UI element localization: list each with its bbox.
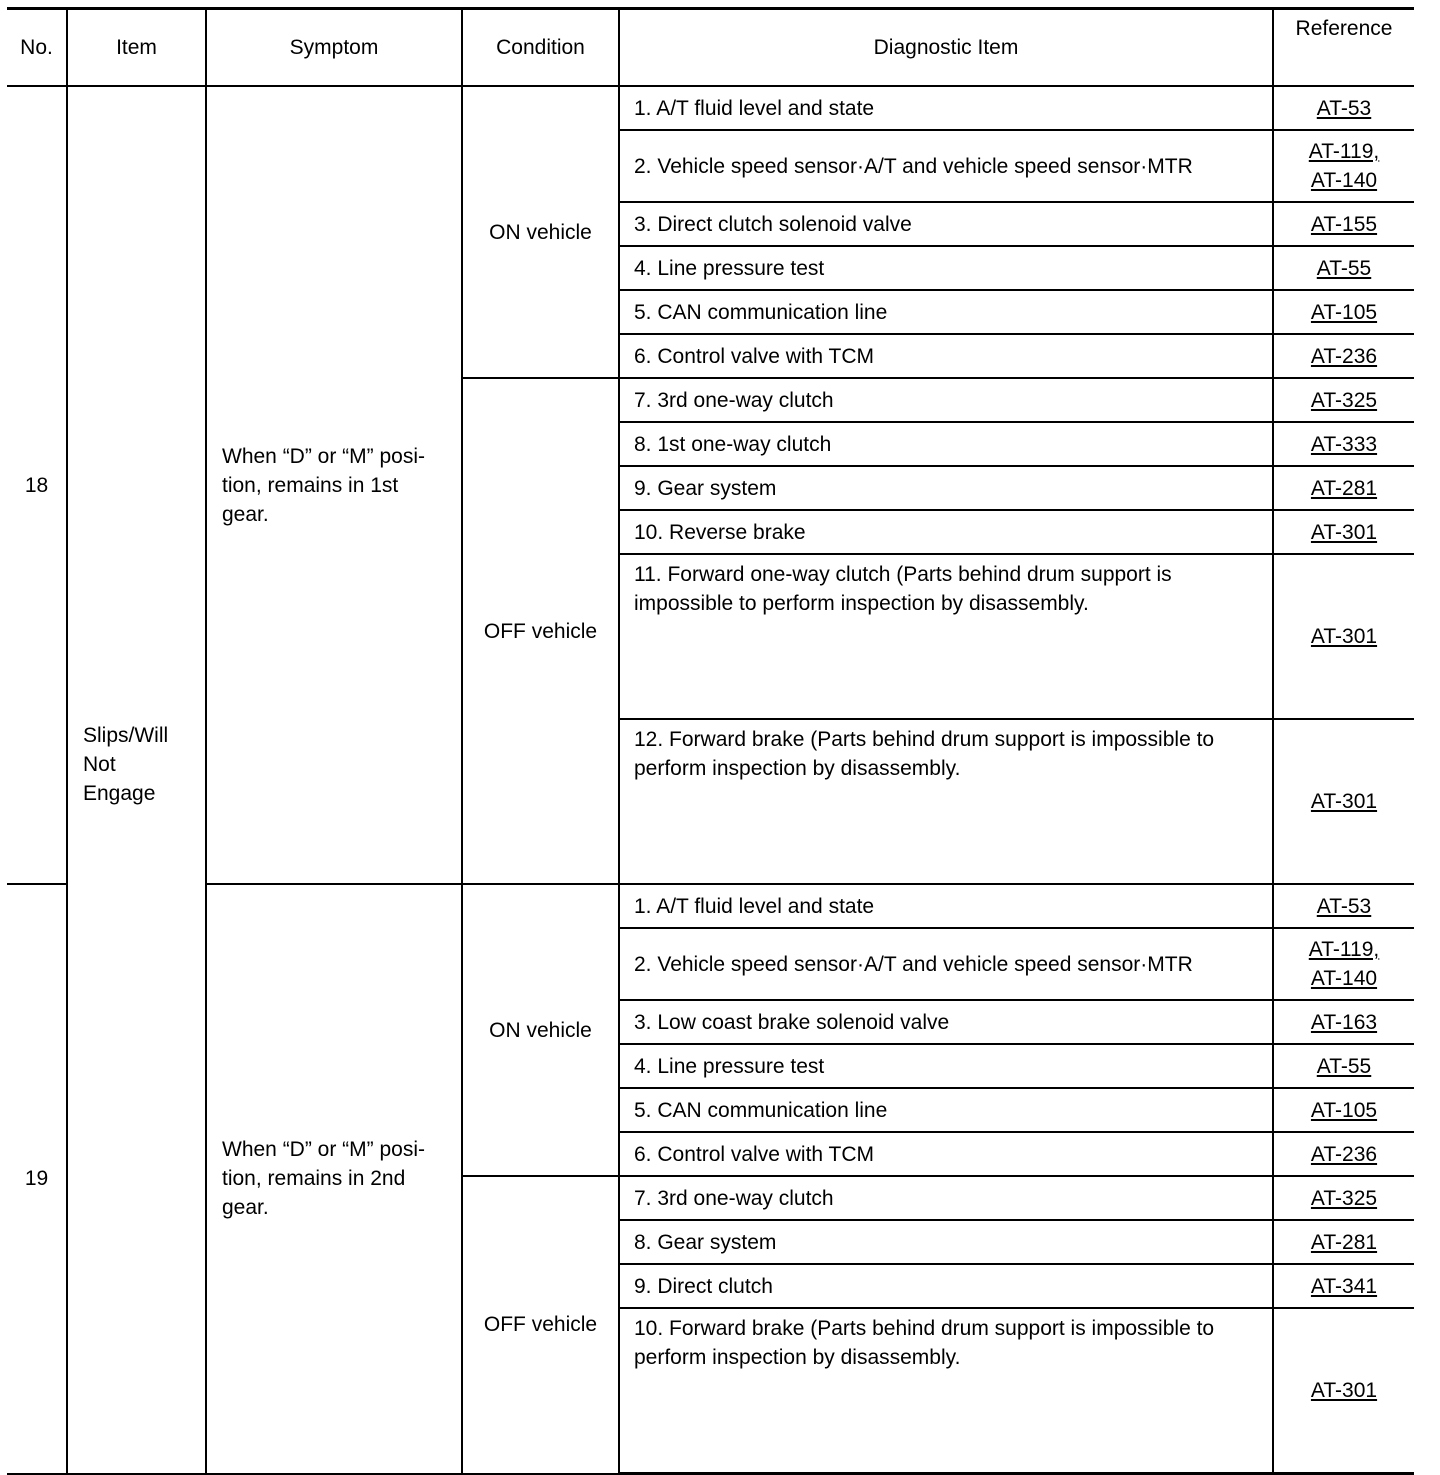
reference-cell [1273, 1044, 1414, 1088]
reference-cell [1273, 202, 1414, 246]
header-item: Item [67, 9, 206, 87]
reference-cell [1273, 719, 1414, 884]
reference-cell [1273, 378, 1414, 422]
condition-on-vehicle: ON vehicle [462, 86, 619, 378]
diagnostic-item: 7. 3rd one-way clutch [619, 378, 1273, 422]
reference-link[interactable]: AT-301 [1310, 520, 1378, 544]
diagnostic-item: 1. A/T fluid level and state [619, 86, 1273, 130]
diagnostic-item: 2. Vehicle speed sensor·A/T and vehicle speed sensor·MTR [619, 130, 1273, 202]
reference-link[interactable]: AT-325 [1310, 388, 1378, 412]
diagnostic-item: 4. Line pressure test [619, 246, 1273, 290]
reference-link[interactable]: AT-155 [1310, 212, 1378, 236]
condition-off-vehicle: OFF vehicle [462, 378, 619, 884]
reference-cell [1273, 1264, 1414, 1308]
reference-cell [1273, 884, 1414, 928]
reference-cell [1273, 1000, 1414, 1044]
reference-link[interactable]: AT-341 [1310, 1274, 1378, 1298]
row-number: 19 [7, 884, 67, 1474]
reference-link[interactable]: AT-301 [1310, 790, 1378, 813]
diagnostic-item: 6. Control valve with TCM [619, 1132, 1273, 1176]
diagnostic-item: 10. Forward brake (Parts behind drum support is impossible to perform inspection by disassembly. [619, 1308, 1273, 1474]
reference-link[interactable]: AT-55 [1316, 256, 1372, 280]
symptom-text: When “D” or “M” posi-tion, remains in 1st gear. [206, 86, 462, 884]
reference-link[interactable]: AT-53 [1316, 894, 1372, 918]
reference-link[interactable]: AT-119, [1308, 140, 1380, 163]
reference-cell [1273, 1132, 1414, 1176]
reference-link[interactable]: AT-53 [1316, 96, 1372, 120]
reference-link[interactable]: AT-281 [1310, 1230, 1378, 1254]
reference-cell [1273, 1088, 1414, 1132]
condition-off-vehicle: OFF vehicle [462, 1176, 619, 1474]
diagnostic-item: 2. Vehicle speed sensor·A/T and vehicle speed sensor·MTR [619, 928, 1273, 1000]
table-row [7, 884, 1414, 928]
reference-cell [1273, 334, 1414, 378]
diagnostic-item: 3. Low coast brake solenoid valve [619, 1000, 1273, 1044]
reference-cell [1273, 928, 1414, 1000]
reference-cell [1273, 1220, 1414, 1264]
header-diagnostic-item: Diagnostic Item [619, 9, 1273, 87]
reference-cell [1273, 130, 1414, 202]
diagnostic-item: 9. Gear system [619, 466, 1273, 510]
reference-cell [1273, 422, 1414, 466]
diagnostic-item: 8. 1st one-way clutch [619, 422, 1273, 466]
reference-link[interactable]: AT-119, [1308, 938, 1380, 961]
reference-link[interactable]: AT-281 [1310, 476, 1378, 500]
diagnostic-item: 7. 3rd one-way clutch [619, 1176, 1273, 1220]
header-condition: Condition [462, 9, 619, 87]
diagnostic-item: 10. Reverse brake [619, 510, 1273, 554]
reference-link[interactable]: AT-163 [1310, 1010, 1378, 1034]
reference-link[interactable]: AT-105 [1310, 1098, 1378, 1122]
reference-link[interactable]: AT-333 [1310, 432, 1378, 456]
reference-link[interactable]: AT-236 [1310, 344, 1378, 368]
reference-cell [1273, 290, 1414, 334]
reference-cell [1273, 510, 1414, 554]
header-symptom: Symptom [206, 9, 462, 87]
item-label: Slips/Will Not Engage [67, 86, 206, 1474]
reference-cell [1273, 86, 1414, 130]
reference-link[interactable]: AT-325 [1310, 1186, 1378, 1210]
diagnostic-item: 11. Forward one-way clutch (Parts behind drum support is impossible to perform inspection by disassembly. [619, 554, 1273, 719]
diagnostic-item: 6. Control valve with TCM [619, 334, 1273, 378]
diagnostic-item: 8. Gear system [619, 1220, 1273, 1264]
reference-cell [1273, 1308, 1414, 1474]
diagnosis-table [7, 7, 1414, 1475]
table-header-row [7, 9, 1414, 87]
reference-link[interactable]: AT-105 [1310, 300, 1378, 324]
diagnostic-item: 3. Direct clutch solenoid valve [619, 202, 1273, 246]
diagnostic-item: 9. Direct clutch [619, 1264, 1273, 1308]
reference-link[interactable]: AT-301 [1310, 625, 1378, 648]
reference-cell [1273, 554, 1414, 719]
diagnostic-item: 12. Forward brake (Parts behind drum support is impossible to perform inspection by disassembly. [619, 719, 1273, 884]
diagnostic-item: 5. CAN communication line [619, 1088, 1273, 1132]
reference-link[interactable]: AT-140 [1310, 967, 1378, 990]
diagnostic-item: 4. Line pressure test [619, 1044, 1273, 1088]
symptom-text: When “D” or “M” posi-tion, remains in 2nd gear. [206, 884, 462, 1474]
header-reference: Reference [1273, 9, 1414, 87]
reference-cell [1273, 466, 1414, 510]
diagnostic-item: 1. A/T fluid level and state [619, 884, 1273, 928]
table-row [7, 86, 1414, 130]
diagnostic-item: 5. CAN communication line [619, 290, 1273, 334]
row-number: 18 [7, 86, 67, 884]
header-no: No. [7, 9, 67, 87]
reference-link[interactable]: AT-236 [1310, 1142, 1378, 1166]
reference-link[interactable]: AT-301 [1310, 1379, 1378, 1402]
reference-link[interactable]: AT-140 [1310, 169, 1378, 192]
reference-cell [1273, 246, 1414, 290]
reference-link[interactable]: AT-55 [1316, 1054, 1372, 1078]
reference-cell [1273, 1176, 1414, 1220]
condition-on-vehicle: ON vehicle [462, 884, 619, 1176]
